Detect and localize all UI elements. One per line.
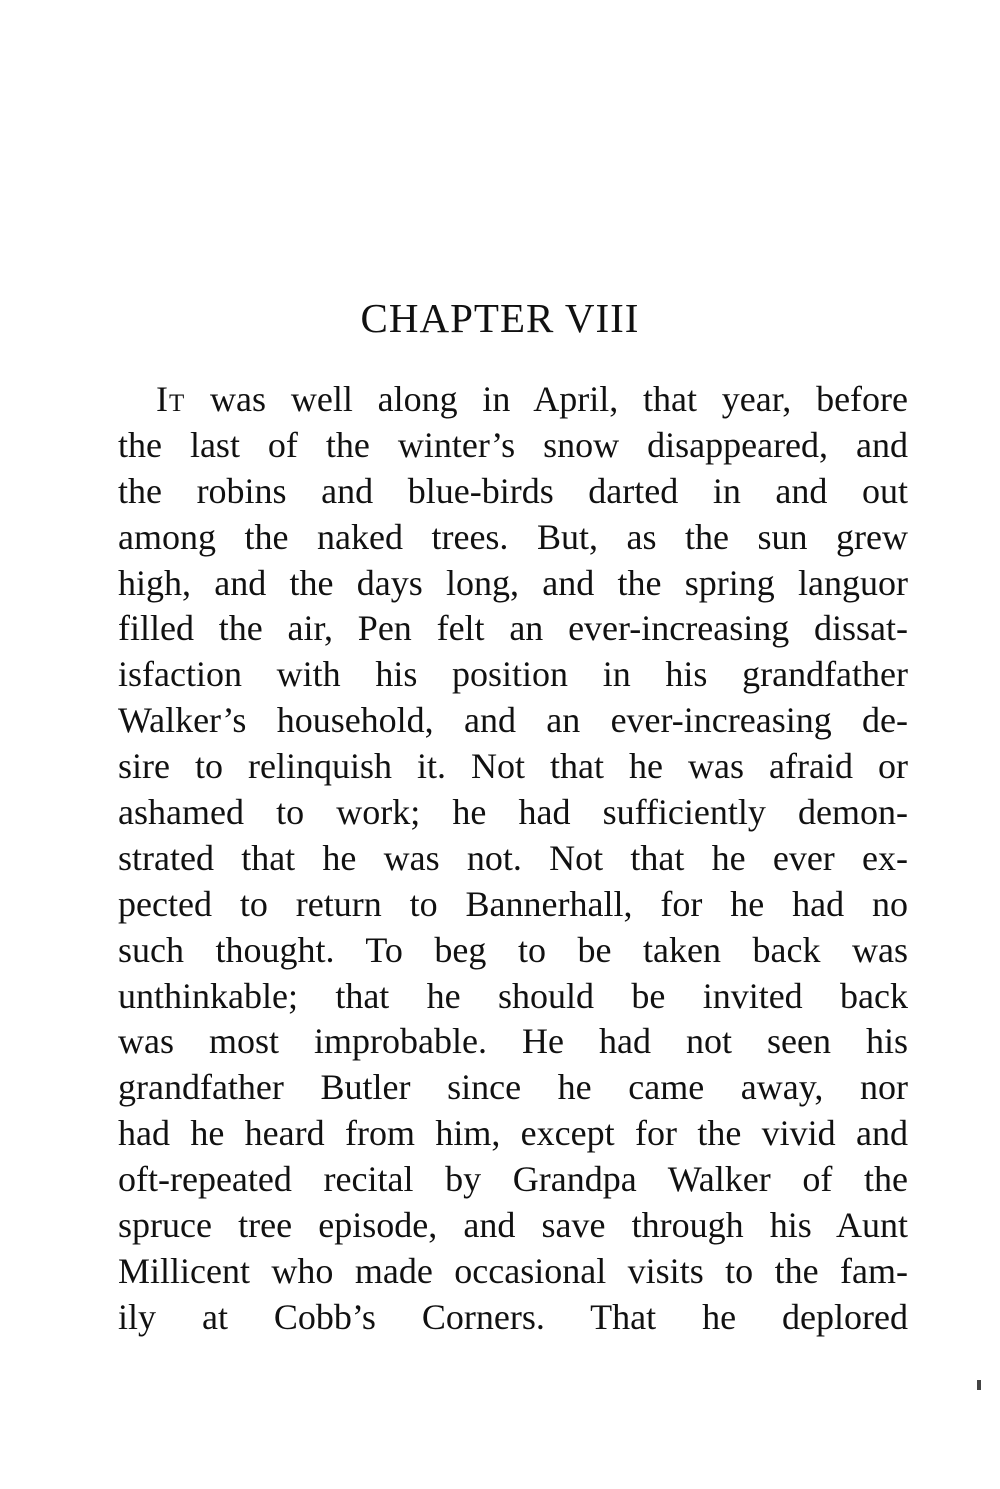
paragraph-line: Walker’s household, and an ever-increasing de-: [118, 700, 908, 741]
paragraph-line: the robins and blue-birds darted in and out: [118, 470, 908, 511]
paragraph-line: ashamed to work; he had sufficiently demon-: [118, 792, 908, 833]
paragraph-line: sire to relinquish it. Not that he was afraid or: [118, 746, 908, 787]
paragraph-line: oft-repeated recital by Grandpa Walker of the: [118, 1159, 908, 1200]
chapter-title: CHAPTER VIII: [360, 295, 640, 341]
paragraph-line: high, and the days long, and the spring languor: [118, 562, 908, 603]
paragraph-line: spruce tree episode, and save through his Aunt: [118, 1205, 908, 1246]
paragraph-line: filled the air, Pen felt an ever-increasing dissat-: [118, 608, 908, 649]
paragraph-line: was most improbable. He had not seen his: [118, 1021, 908, 1062]
paragraph-line: had he heard from him, except for the vivid and: [118, 1113, 908, 1154]
paragraph-line: pected to return to Bannerhall, for he had no: [118, 883, 908, 924]
chapter-body-paragraph: [118, 377, 908, 1341]
paragraph-line: the last of the winter’s snow disappeared, and: [118, 424, 908, 465]
paragraph-line: unthinkable; that he should be invited back: [118, 975, 908, 1016]
paragraph-line: isfaction with his position in his grandfather: [118, 654, 908, 695]
paragraph-line: strated that he was not. Not that he ever ex-: [118, 837, 908, 878]
paragraph-lead-word: It: [156, 379, 186, 419]
paragraph-line-1-text: was well along in April, that year, before: [185, 379, 908, 419]
scan-margin-mark: [977, 1380, 981, 1390]
paragraph-line: ily at Cobb’s Corners. That he deplored: [118, 1296, 908, 1337]
paragraph-line: Millicent who made occasional visits to the fam-: [118, 1250, 908, 1291]
paragraph-line: grandfather Butler since he came away, nor: [118, 1067, 908, 1108]
paragraph-line: among the naked trees. But, as the sun grew: [118, 516, 908, 557]
paragraph-line-1: [118, 377, 908, 423]
paragraph-line: such thought. To beg to be taken back was: [118, 929, 908, 970]
